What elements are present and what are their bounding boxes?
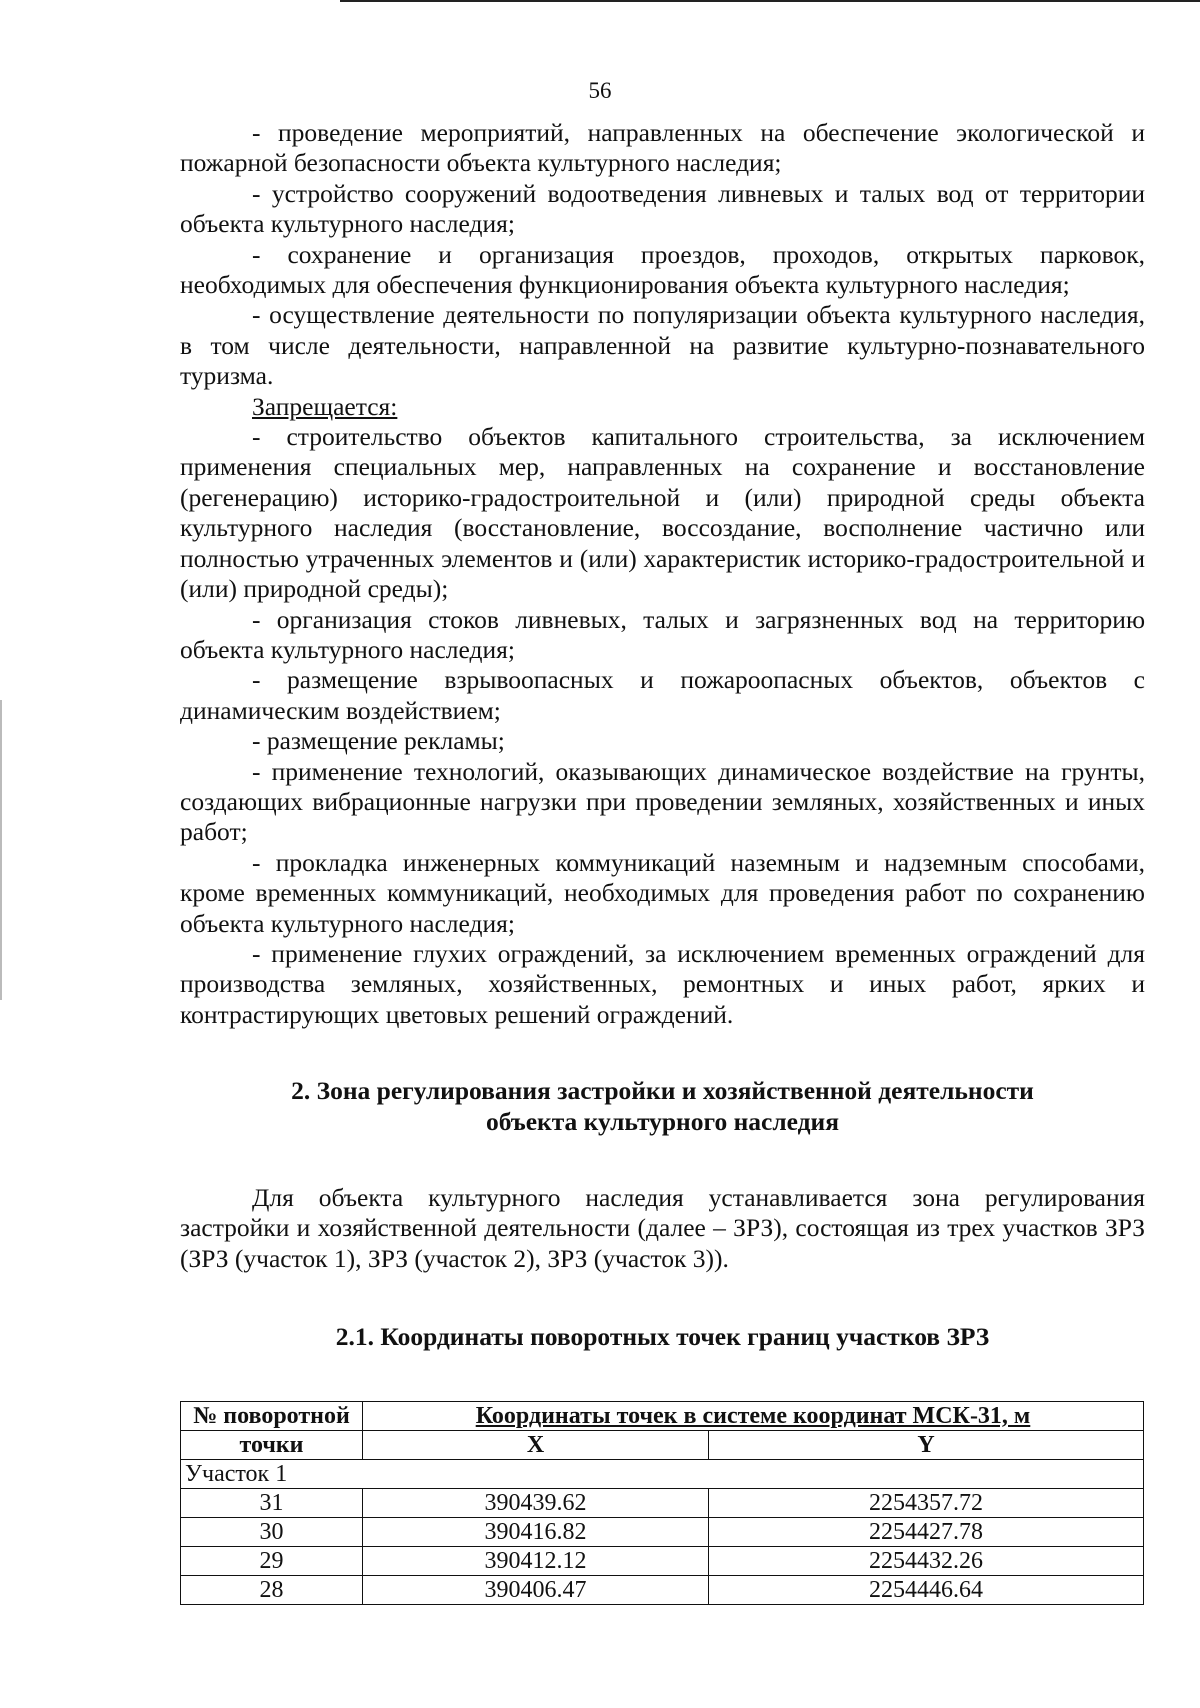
permitted-item: - проведение мероприятий, направленных на обеспечение экологической и пожарной безопасности объекта культурного наследия;: [180, 118, 1145, 178]
cell-point: 29: [181, 1546, 363, 1575]
section-2-title-line1: 2. Зона регулирования застройки и хозяйственной деятельности: [291, 1076, 1034, 1106]
coordinates-table: [180, 1401, 1144, 1605]
table-row: [181, 1488, 1144, 1517]
prohibited-item: - строительство объектов капитального строительства, за исключением применения специальных мер, направленных на сохранение и восстановление (регенерацию) историко-градостроительной и (или) природной среды объекта культурного наследия (восстановление, воссоздание, восполнение частично или полностью утраченных элементов и (или) характеристик историко-градостроительной и (или) природной среды);: [180, 422, 1145, 604]
table-header-row: [181, 1401, 1144, 1430]
cell-y: 2254427.78: [709, 1517, 1144, 1546]
table-row: [181, 1575, 1144, 1604]
document-body: [180, 118, 1145, 1605]
section-2-title-line2: объекта культурного наследия: [485, 1106, 840, 1136]
prohibited-item: - прокладка инженерных коммуникаций наземным и надземным способами, кроме временных коммуникаций, необходимых для проведения работ по сохранению объекта культурного наследия;: [180, 847, 1145, 938]
cell-x: 390406.47: [363, 1575, 709, 1604]
cell-x: 390412.12: [363, 1546, 709, 1575]
cell-y: 2254432.26: [709, 1546, 1144, 1575]
prohibited-item: - организация стоков ливневых, талых и загрязненных вод на территорию объекта культурного наследия;: [180, 604, 1145, 664]
scan-top-border: [340, 0, 1200, 2]
prohibited-label: Запрещается:: [252, 391, 398, 421]
permitted-item: - осуществление деятельности по популяризации объекта культурного наследия, в том числе деятельности, направленной на развитие культурно-познавательного туризма.: [180, 300, 1145, 391]
section-label: Участок 1: [181, 1459, 1144, 1488]
table-subheader-row: [181, 1430, 1144, 1459]
table-row: [181, 1546, 1144, 1575]
header-y: Y: [709, 1430, 1144, 1459]
prohibited-item: - применение глухих ограждений, за исключением временных ограждений для производства земляных, хозяйственных, ремонтных и иных работ, ярких и контрастирующих цветовых решений ограждений.: [180, 938, 1145, 1029]
header-point-line1: № поворотной: [181, 1401, 363, 1430]
section-2-title: [180, 1076, 1145, 1137]
section-2-intro: Для объекта культурного наследия устанавливается зона регулирования застройки и хозяйственной деятельности (далее – ЗРЗ), состоящая из трех участков ЗРЗ (ЗРЗ (участок 1), ЗРЗ (участок 2), ЗРЗ (участок 3)).: [180, 1183, 1145, 1273]
header-coords-text: Координаты точек в системе координат МСК-31, м: [475, 1402, 1031, 1429]
cell-y: 2254446.64: [709, 1575, 1144, 1604]
prohibited-item: - размещение рекламы;: [252, 726, 505, 756]
cell-point: 28: [181, 1575, 363, 1604]
table-row: [181, 1517, 1144, 1546]
header-coords: [363, 1401, 1144, 1430]
cell-point: 30: [181, 1517, 363, 1546]
cell-y: 2254357.72: [709, 1488, 1144, 1517]
table-section-row: [181, 1459, 1144, 1488]
cell-point: 31: [181, 1488, 363, 1517]
scan-left-edge: [0, 700, 2, 1000]
cell-x: 390416.82: [363, 1517, 709, 1546]
prohibited-heading: [180, 392, 1145, 422]
section-2-1-title: 2.1. Координаты поворотных точек границ участков ЗРЗ: [335, 1322, 990, 1352]
header-x: X: [363, 1430, 709, 1459]
permitted-item: - устройство сооружений водоотведения ливневых и талых вод от территории объекта культурного наследия;: [180, 178, 1145, 239]
prohibited-item: - размещение взрывоопасных и пожароопасных объектов, объектов с динамическим воздействием;: [180, 665, 1145, 725]
header-point-line2: точки: [181, 1430, 363, 1459]
cell-x: 390439.62: [363, 1488, 709, 1517]
prohibited-item: - применение технологий, оказывающих динамическое воздействие на грунты, создающих вибрационные нагрузки при проведении земляных, хозяйственных и иных работ;: [180, 756, 1145, 847]
page-number: 56: [588, 78, 612, 103]
permitted-item: - сохранение и организация проездов, проходов, открытых парковок, необходимых для обеспечения функционирования объекта культурного наследия;: [180, 239, 1145, 300]
